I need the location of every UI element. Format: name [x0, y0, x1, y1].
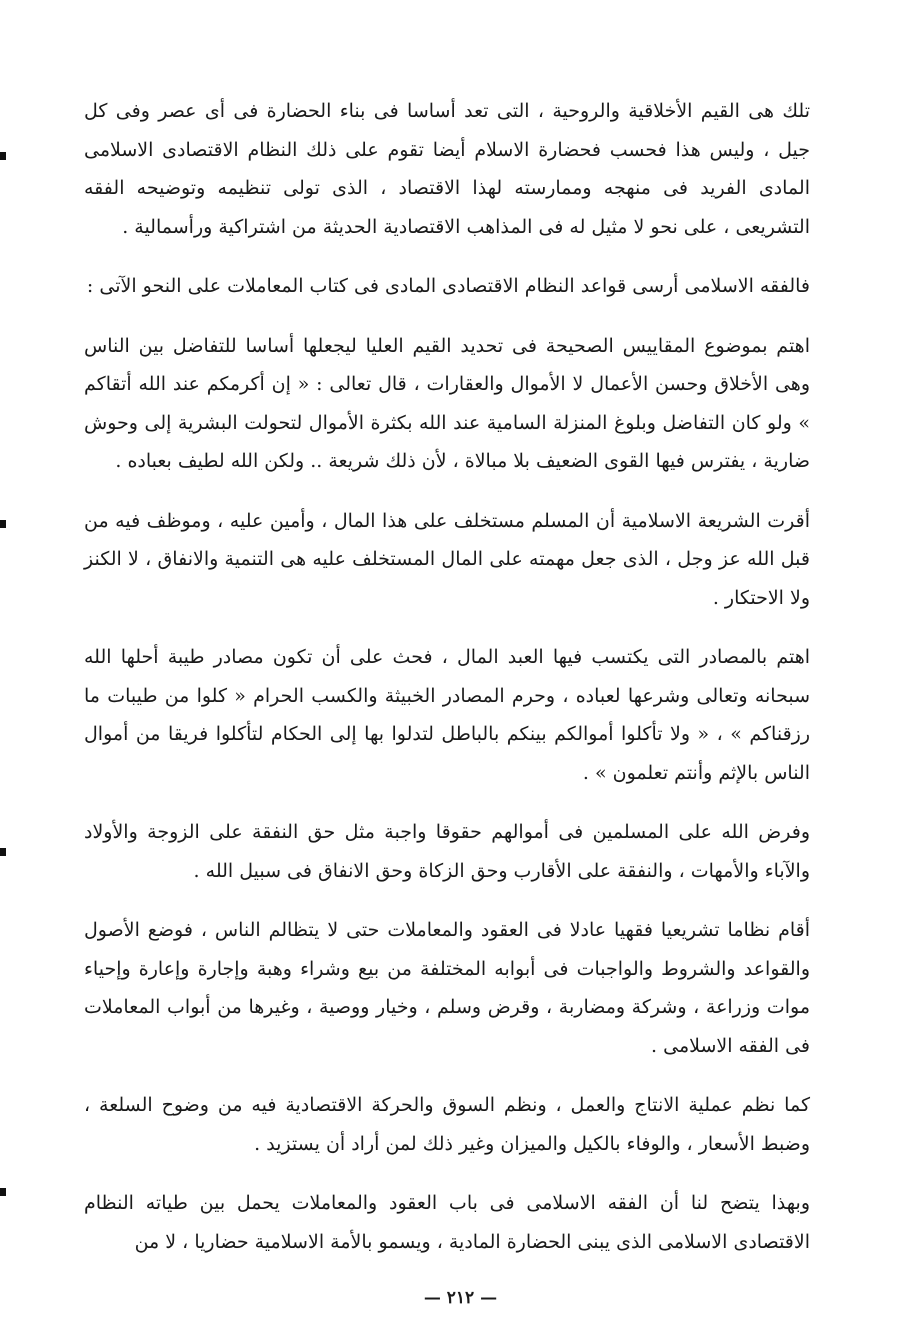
paragraph-8: كما نظم عملية الانتاج والعمل ، ونظم السوق والحركة الاقتصادية فيه من وضوح السلعة ، وضبط الأسعار ، والوفاء بالكيل والميزان وغير ذلك لمن أراد أن يستزيد . — [84, 1094, 810, 1155]
binding-mark — [0, 520, 6, 528]
page-number: — ٢١٢ — — [423, 1288, 498, 1308]
paragraph-3: اهتم بموضوع المقاييس الصحيحة فى تحديد القيم العليا ليجعلها أساسا للتفاضل بين الناس وهى الأخلاق وحسن الأعمال لا الأموال والعقارات ، قال تعالى : « إن أكرمكم عند الله أتقاكم » ولو كان التفاضل وبلوغ المنزلة السامية عند الله بكثرة الأموال لتحولت البشرية إلى وحوش ضارية ، يفترس فيها القوى الضعيف بلا مبالاة ، لأن ذلك شريعة .. ولكن الله لطيف بعباده . — [84, 334, 810, 472]
paragraph-2: فالفقه الاسلامى أرسى قواعد النظام الاقتصادى المادى فى كتاب المعاملات على النحو الآتى : — [86, 275, 810, 297]
paragraph-5: اهتم بالمصادر التى يكتسب فيها العبد المال ، فحث على أن تكون مصادر طيبة أحلها الله سبحانه وتعالى وشرعها لعباده ، وحرم المصادر الخبيثة والكسب الحرام « كلوا من طيبات ما رزقناكم » ، « ولا تأكلوا أموالكم بينكم بالباطل لتدلوا بها إلى الحكام لتأكلوا فريقا من أموال الناس بالإثم وأنتم تعلمون » . — [84, 646, 810, 784]
binding-mark — [0, 848, 6, 856]
paragraph-4: أقرت الشريعة الاسلامية أن المسلم مستخلف على هذا المال ، وأمين عليه ، وموظف فيه من قبل الله عز وجل ، الذى جعل مهمته على المال المستخلف عليه هى التنمية والانفاق ، لا الكنز ولا الاحتكار . — [84, 509, 810, 609]
binding-mark — [0, 1188, 6, 1196]
paragraph-7: أقام نظاما تشريعيا فقهيا عادلا فى العقود والمعاملات حتى لا يتظالم الناس ، فوضع الأصول والقواعد والشروط والواجبات فى أبوابه المختلفة من بيع وشراء وهبة وإجارة وإعارة وإحياء موات وزراعة ، وشركة ومضاربة ، وقرض وسلم ، وخيار ووصية ، وغيرها من أبواب المعاملات فى الفقه الاسلامى . — [84, 919, 810, 1057]
paragraph-9: وبهذا يتضح لنا أن الفقه الاسلامى فى باب العقود والمعاملات يحمل بين طياته النظام الاقتصادى الاسلامى الذى يبنى الحضارة المادية ، ويسمو بالأمة الاسلامية حضاريا ، لا من — [84, 1192, 810, 1253]
binding-mark — [0, 152, 6, 160]
paragraph-1: تلك هى القيم الأخلاقية والروحية ، التى تعد أساسا فى بناء الحضارة فى أى عصر وفى كل جيل ، وليس هذا فحسب فحضارة الاسلام أيضا تقوم على ذلك النظام الاقتصادى الاسلامى المادى الفريد فى منهجه وممارسته لهذا الاقتصاد ، الذى تولى تنظيمه وتوضيحه الفقه التشريعى ، على نحو لا مثيل له فى المذاهب الاقتصادية الحديثة من اشتراكية ورأسمالية . — [84, 100, 810, 238]
body-text — [84, 92, 810, 1282]
paragraph-6: وفرض الله على المسلمين فى أموالهم حقوقا واجبة مثل حق النفقة على الزوجة والأولاد والآباء والأمهات ، والنفقة على الأقارب وحق الزكاة وحق الانفاق فى سبيل الله . — [84, 821, 810, 882]
